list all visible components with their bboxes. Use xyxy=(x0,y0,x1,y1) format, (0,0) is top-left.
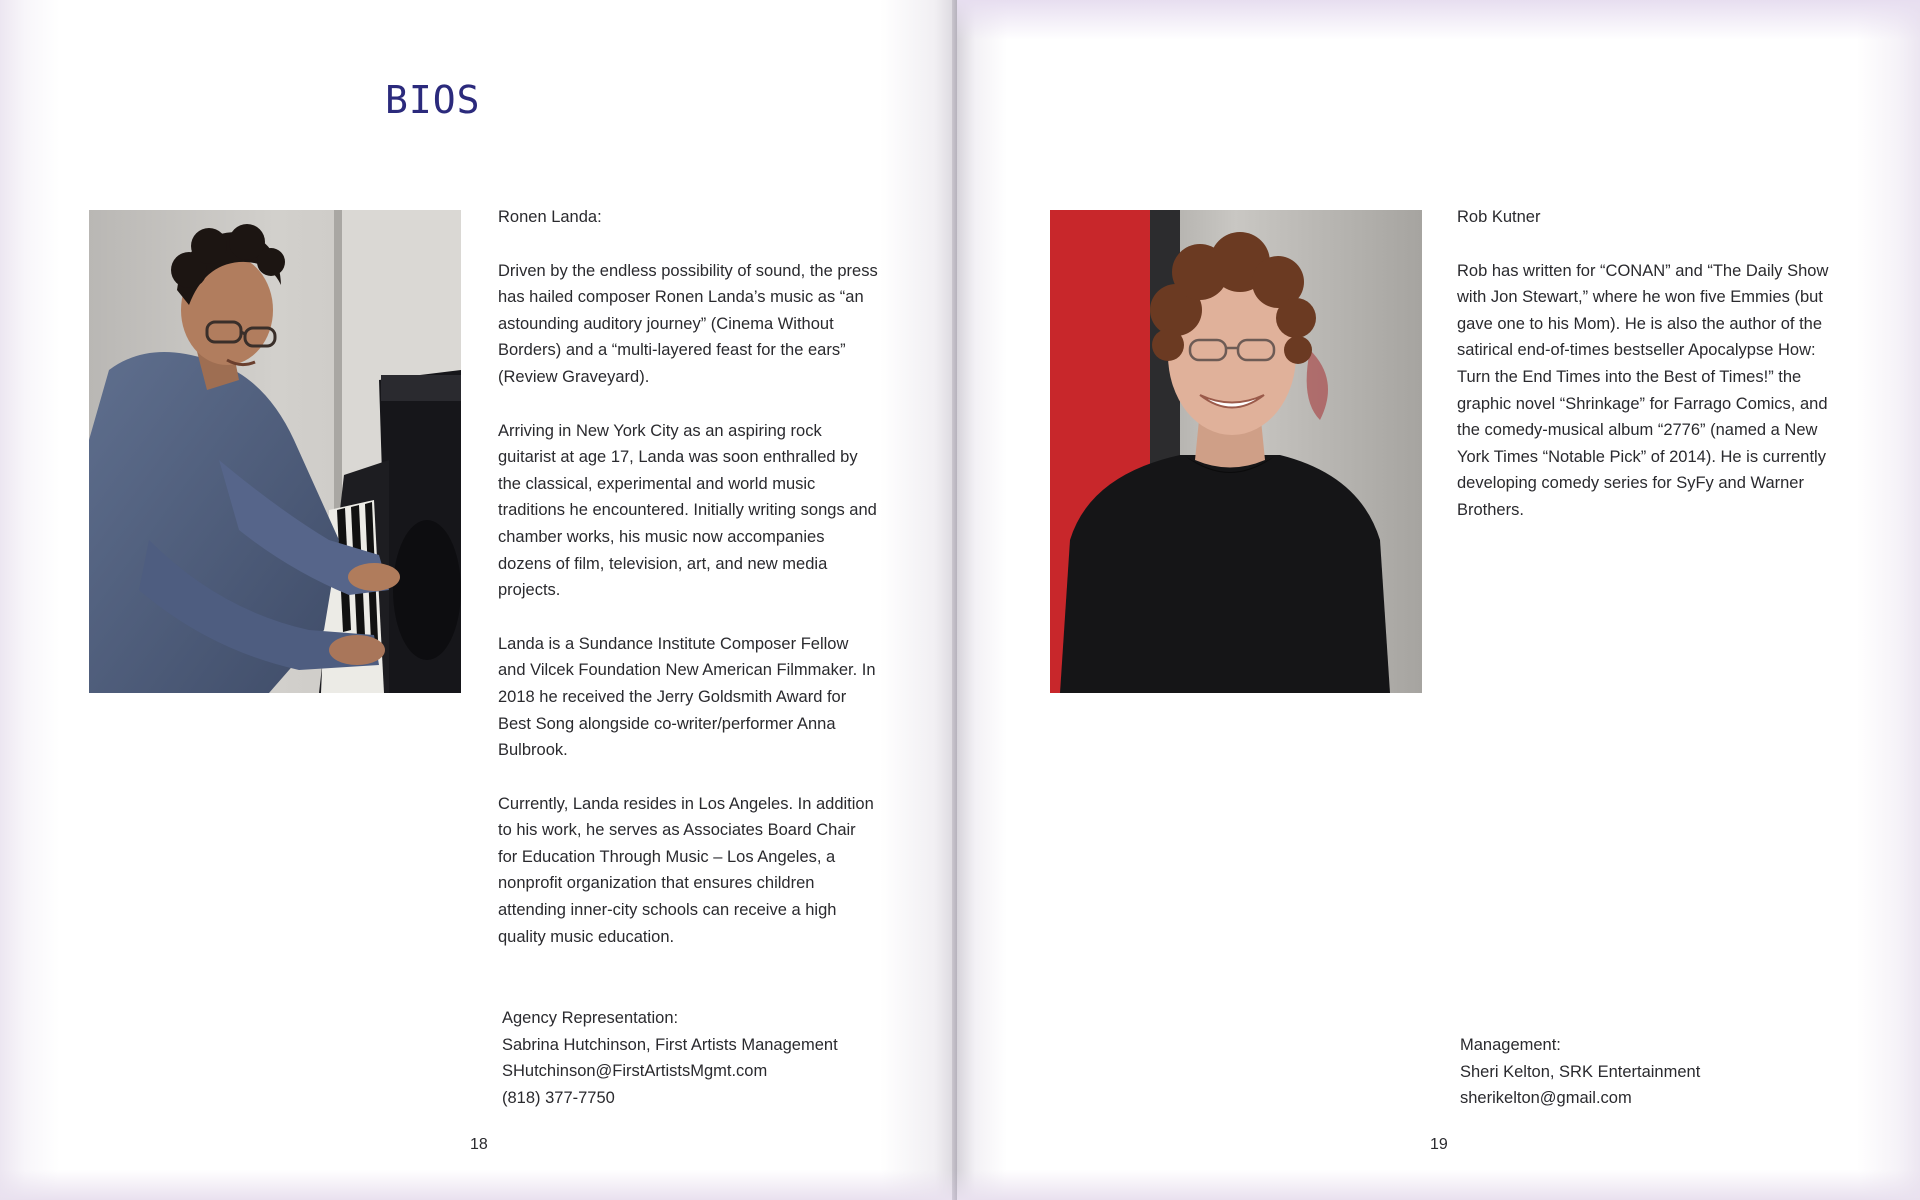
bio-paragraph: Driven by the endless possibility of sound, the press has hailed composer Ronen Landa’s music as “an astounding auditory journey” (Cinema Without Borders) and a “multi-layered feast for the ears” (Review Graveyard). xyxy=(498,261,878,386)
bio-paragraph: Rob has written for “CONAN” and “The Daily Show with Jon Stewart,” where he won five Emmies (but gave one to his Mom). He is also the author of the satirical end-of-times bestseller Apocalypse How: Turn the End Times into the Best of Times!” the graphic novel “Shrinkage” for Farrago Comics, and the comedy-musical album “2776” (named a New York Times “Notable Pick” of 2014). He is currently developing comedy series for SyFy and Warner Brothers. xyxy=(1457,261,1829,519)
contact-block-right xyxy=(1460,1032,1840,1112)
bio-name: Rob Kutner xyxy=(1457,208,1541,226)
page-heading: BIOS xyxy=(385,78,481,122)
contact-agent: Sheri Kelton, SRK Entertainment xyxy=(1460,1062,1701,1081)
page-number-right: 19 xyxy=(1430,1136,1448,1153)
contact-email: sherikelton@gmail.com xyxy=(1460,1089,1632,1108)
portrait-image xyxy=(1050,210,1422,693)
bio-paragraph: Currently, Landa resides in Los Angeles. In addition to his work, he serves as Associates Board Chair for Education Through Music – Los Angeles, a nonprofit organization that ensures children attending inner-city schools can receive a high quality music education. xyxy=(498,794,874,946)
photo-ronen-landa xyxy=(89,210,461,693)
contact-email: SHutchinson@FirstArtistsMgmt.com xyxy=(502,1062,768,1081)
piano-player-image xyxy=(89,210,461,693)
contact-agent: Sabrina Hutchinson, First Artists Management xyxy=(502,1035,838,1054)
contact-label: Management: xyxy=(1460,1036,1561,1054)
contact-block-left xyxy=(502,1005,882,1111)
bio-paragraph: Arriving in New York City as an aspiring rock guitarist at age 17, Landa was soon enthralled by the classical, experimental and world music traditions he encountered. Initially writing songs and chamber works, his music now accompanies dozens of film, television, art, and new media projects. xyxy=(498,421,877,600)
bio-paragraph: Landa is a Sundance Institute Composer Fellow and Vilcek Foundation New American Filmmaker. In 2018 he received the Jerry Goldsmith Award for Best Song alongside co-writer/performer Anna Bulbrook. xyxy=(498,634,876,760)
photo-rob-kutner xyxy=(1050,210,1422,693)
page-right xyxy=(957,0,1920,1200)
bio-ronen-landa xyxy=(498,204,878,977)
bio-name: Ronen Landa: xyxy=(498,208,602,226)
page-number-left: 18 xyxy=(470,1136,488,1153)
contact-label: Agency Representation: xyxy=(502,1009,679,1027)
contact-phone: (818) 377-7750 xyxy=(502,1088,615,1107)
page-left xyxy=(0,0,957,1200)
bio-rob-kutner xyxy=(1457,204,1837,551)
